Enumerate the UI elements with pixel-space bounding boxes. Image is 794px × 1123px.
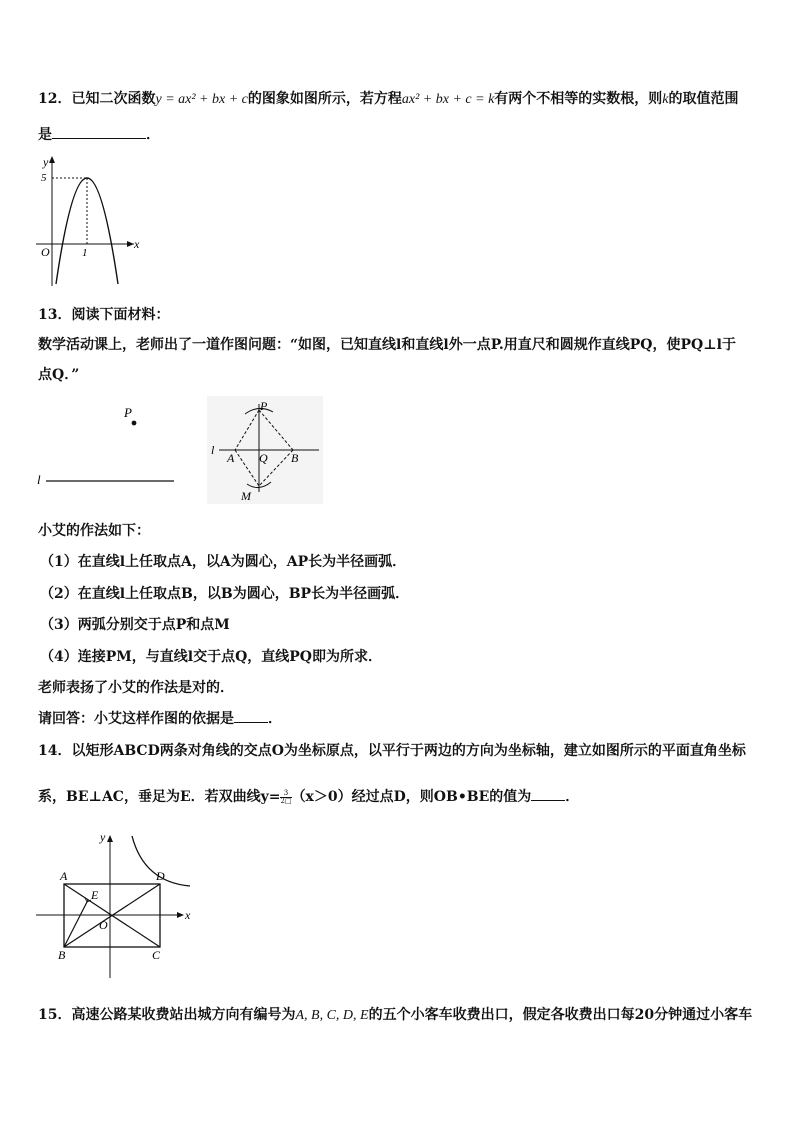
q14-x-label: x xyxy=(185,908,191,922)
q13-step-2: （2）在直线l上任取点B，以B为圆心，BP长为半径画弧． xyxy=(40,586,410,602)
q13-step-4: （4）连接PM，与直线l交于点Q，直线PQ即为所求． xyxy=(40,649,383,665)
q14-d-label: D xyxy=(156,869,165,883)
q13-m-label: M xyxy=(241,489,251,503)
q14-o-label: O xyxy=(99,918,108,932)
q12-y-arrow-icon xyxy=(49,156,55,163)
q12-y-label: y xyxy=(43,155,49,169)
q13-step-1: （1）在直线l上任取点A，以A为圆心，AP长为半径画弧． xyxy=(40,554,407,570)
q14-y-label: y xyxy=(100,830,106,844)
q14-fraction-numerator: 3 xyxy=(280,790,291,798)
q12-origin-label: O xyxy=(41,245,50,259)
q14-fraction-denominator: 2□ xyxy=(280,796,292,805)
q14-text-c: ． xyxy=(565,789,580,805)
q12-vertex-x-label: 1 xyxy=(82,247,88,259)
q13-left-l-label: l xyxy=(37,472,41,487)
q12-text-b: 的图象如图所示，若方程 xyxy=(247,91,402,107)
q14-x-arrow-icon xyxy=(177,912,184,918)
q12-text-c: 有两个不相等的实数根，则 xyxy=(494,91,663,107)
q13-intro-line1: 数学活动课上，老师出了一道作图问题：“如图，已知直线l和直线l外一点P.用直尺和圆规作直线PQ，使PQ⊥l于 xyxy=(38,337,736,353)
q13-right-p-label: P xyxy=(260,399,268,413)
q14-e-label: E xyxy=(91,888,99,902)
q12-x-arrow-icon xyxy=(127,241,134,247)
q13-point-p xyxy=(132,421,137,426)
q13-method-title: 小艾的作法如下： xyxy=(38,523,150,539)
q14-a-label: A xyxy=(60,869,68,883)
q14-c-label: C xyxy=(152,948,161,962)
q15-text-b: 的五个小客车收费出口，假定各收费出口每20分钟通过小客车 xyxy=(368,1007,753,1023)
q13-ask-text: 请回答：小艾这样作图的依据是 xyxy=(38,711,234,727)
q14-segment-be xyxy=(64,900,88,947)
q12-text-f: ． xyxy=(146,127,160,143)
q13-construction-figure xyxy=(207,396,323,504)
q14-line2 xyxy=(38,786,579,806)
q12-equation: ax² + bx + c = k xyxy=(401,92,495,107)
q14-y-arrow-icon xyxy=(107,835,113,842)
q13-title: 13．阅读下面材料： xyxy=(38,307,170,323)
q15-exit-letters: A, B, C, D, E xyxy=(295,1008,369,1023)
q13-q-label: Q xyxy=(259,451,268,465)
q12-text-d: 的取值范围 xyxy=(668,91,739,107)
q13-praise: 老师表扬了小艾的作法是对的． xyxy=(38,680,234,696)
q12-max-label: 5 xyxy=(41,172,47,184)
q14-text-a: 系，BE⊥AC，垂足为E．若双曲线y= xyxy=(38,789,281,805)
q13-a-label: A xyxy=(227,451,235,465)
q13-intro-line2: 点Q．” xyxy=(38,367,80,383)
q12-answer-blank[interactable] xyxy=(52,126,146,139)
q12-line1 xyxy=(38,88,739,108)
q14-b-label: B xyxy=(58,948,66,962)
q14-text-b: （x＞0）经过点D，则OB•BE的值为 xyxy=(291,789,532,805)
q12-text-e: 是 xyxy=(38,127,52,143)
q13-answer-blank[interactable] xyxy=(234,710,268,723)
q12-parabola-figure xyxy=(36,152,146,286)
q12-x-label: x xyxy=(134,237,140,251)
q14-answer-blank[interactable] xyxy=(531,788,565,801)
q13-b-label: B xyxy=(291,451,299,465)
q13-question xyxy=(38,708,282,728)
q14-rectangle-figure xyxy=(36,828,198,980)
q14-fraction xyxy=(280,790,291,805)
q13-ask-end: ． xyxy=(268,711,282,727)
q12-line2 xyxy=(38,124,160,144)
q14-line1: 14．以矩形ABCD两条对角线的交点O为坐标原点，以平行于两边的方向为坐标轴，建立如图所示的平面直角坐标 xyxy=(38,743,746,759)
q13-step-3: （3）两弧分别交于点P和点M xyxy=(40,617,230,633)
q13-left-p-label: P xyxy=(124,405,132,420)
q12-k: k xyxy=(662,92,669,107)
q15-line1 xyxy=(38,1004,752,1024)
q13-given-figure xyxy=(36,398,184,498)
q12-text-a: 12．已知二次函数 xyxy=(38,91,156,107)
q15-text-a: 15．高速公路某收费站出城方向有编号为 xyxy=(38,1007,296,1023)
q12-function: y = ax² + bx + c xyxy=(155,92,248,107)
q13-right-l-label: l xyxy=(211,443,215,457)
